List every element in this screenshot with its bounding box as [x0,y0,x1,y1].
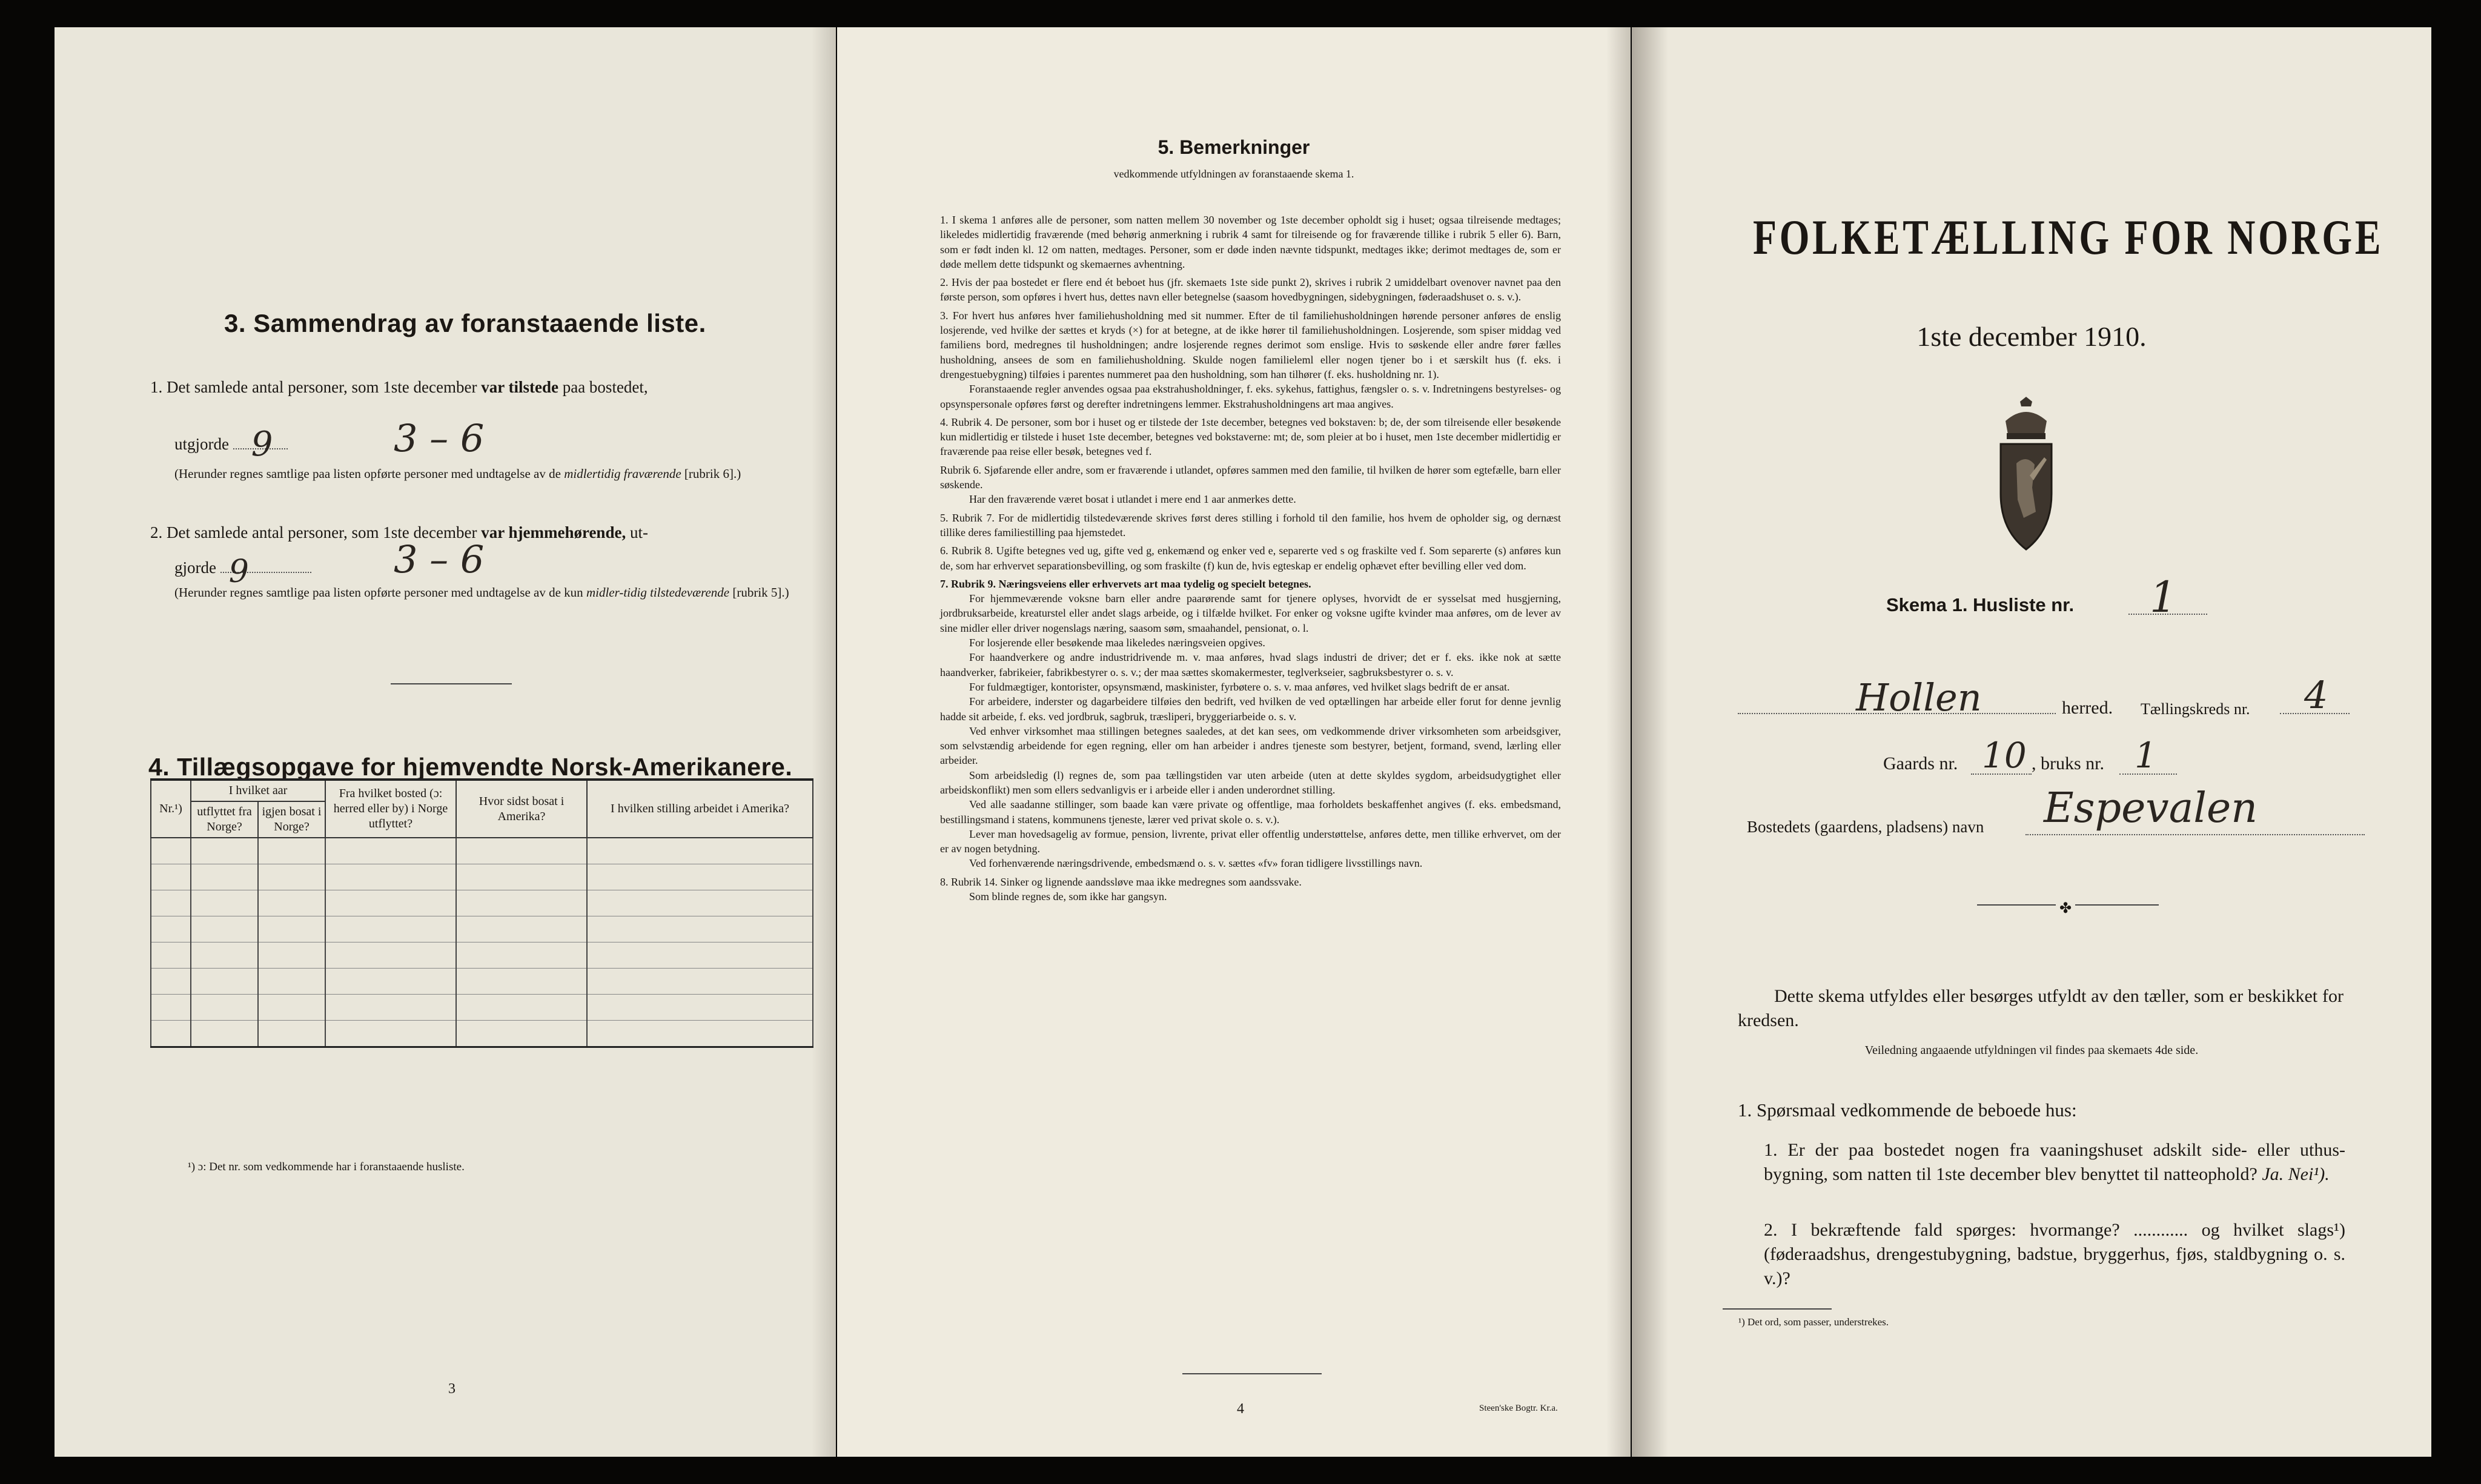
bosted-value: Espevalen [2044,784,2258,832]
item2-note-a: (Herunder regnes samtlige paa listen opførte personer med undtagelse av de kun [174,585,583,600]
item1-split: 3 – 6 [394,416,485,460]
remark-2: 2. Hvis der paa bostedet er flere end ét beboet hus (jfr. skemaets 1ste side punkt 2), skrives i rubrik 2 umiddelbart ovenover navnet paa den første person, som opføres i hvert hus, dettes navn eller betegnelse (saasom hovedbygningen, sidebygningen, føderaadshuset o. s. v.). [940,276,1561,303]
remark-7a: For hjemmeværende voksne barn eller andre paarørende samt for tjenere oplyses, hvorvidt de er sysselsat med husgjerning, jordbruksarbeide, kreaturstel eller andet slags arbeide, og i tilfælde hvilket. For enker og voksne ugifte kvinder maa anføres, om de lever av sine midler eller driver nogenslags næring, saasom søm, smaahandel, pensionat, o. l. [940,592,1561,634]
table-row [151,864,813,890]
husliste-nr-value: 1 [2150,572,2177,622]
item1-utgjorde [174,425,288,464]
col-hvor: Hvor sidst bosat i Amerika? [456,780,587,838]
item1-value-field[interactable] [233,425,288,464]
printer-mark: Steen'ske Bogtr. Kr.a. [1479,1403,1558,1413]
item2-text-a: 2. Det samlede antal personer, som 1ste december [150,523,477,542]
question-1-answer[interactable]: Ja. Nei¹). [2262,1164,2330,1184]
page-number: 4 [1237,1401,1244,1417]
remark-7b: For losjerende eller besøkende maa likeledes næringsveien opgives. [969,637,1265,649]
col-group-aar: I hvilket aar [191,780,325,801]
remark-4b: Rubrik 6. Sjøfarende eller andre, som er fraværende i utlandet, opføres sammen med den familie, til hvilken de hører som egtefælle, barn eller søskende. [940,463,1561,491]
page-number: 3 [448,1381,455,1397]
herred-label: herred. [2062,698,2113,718]
item2-note-b: midler-tidig tilstedeværende [586,585,730,600]
col-utflyttet: utflyttet fra Norge? [191,801,258,838]
item1-text-a: 1. Det samlede antal personer, som 1ste december [150,378,477,396]
kreds-label: Tællingskreds nr. [2141,700,2250,718]
remark-7j: Ved forhenværende næringsdrivende, embedsmænd o. s. v. sættes «fv» foran tidligere livsstillings navn. [969,857,1423,870]
remark-3: 3. For hvert hus anføres hver familiehusholdning med sit nummer. Efter de til familiehusholdningen hørende personer anføres de enslig losjerende, ved hvilke der sættes et kryds (×) for at betegne, at de ikke hører til familiehusholdningen. Losjerende, som spiser middag ved familiens bord, medregnes til husholdningen; andre losjerende regnes derimot som enslige. Hvis to søskende eller andre fører fælles husholdning, ansees de som en familiehusholdning. Skulde nogen familieleml eller nogen tjener bo i et særskilt hus (f. eks. i drengestuebygning) tilføies i parentes nummeret paa den husholdning, som han tilhører (f. eks. husholdning nr. 1). [940,309,1561,380]
item2-note-c: [rubrik 5].) [732,585,789,600]
remark-4: 4. Rubrik 4. De personer, som bor i huset og er tilstede der 1ste december, betegnes ved bokstaven: b; de, der som tilreisende eller besøkende kun midlertidig er tilstede i huset 1ste december, betegnes ved bokstaverne: mt; de, som pleier at bo i huset, men 1ste december midlertidig er fraværende paa reise eller besøk, betegnes ved f. [940,416,1561,458]
table-row [151,838,813,864]
cover-date: 1ste december 1910. [1916,321,2147,352]
table-row [151,942,813,969]
footnote: ¹) Det ord, som passer, understrekes. [1738,1316,1889,1328]
section3-title: 3. Sammendrag av foranstaaende liste. [224,309,706,337]
item2-note [174,583,823,601]
item1-note-c: [rubrik 6].) [684,466,741,481]
divider [391,683,512,684]
item1-note [174,465,823,483]
kreds-value: 4 [2304,673,2328,717]
remark-3b: Foranstaaende regler anvendes ogsaa paa ekstrahusholdninger, f. eks. sykehus, fattighus, fængsler o. s. v. Indretningens bestyrelses- og opsynspersonale opføres først og derefter indretningens lemmer. Ekstrahusholdningens art maa angives. [940,383,1561,410]
bruks-label: , bruks nr. [2032,754,2104,773]
remarks-subtitle: vedkommende utfyldningen av foranstaaende skema 1. [1113,168,1354,180]
col-igjen: igjen bosat i Norge? [258,801,325,838]
remark-4c: Har den fraværende været bosat i utlandet i mere end 1 aar anmerkes dette. [969,493,1296,506]
remark-7: 7. Rubrik 9. Næringsveiens eller erhvervets art maa tydelig og specielt betegnes. [940,577,1311,590]
ornament-icon: ✤ [2056,899,2075,917]
summary-item-2 [150,520,823,545]
page-fold-shadow [1632,27,1668,1457]
remarks-list [940,213,1561,904]
item2-text-c: ut- [629,523,648,542]
page-right [1632,27,2431,1457]
remark-7h: Ved alle saadanne stillinger, som baade kan være private og offentlige, maa forholdets beskaffenhet angives (f. eks. embedsmand, bestillingsmand i statens, kommunens tjeneste, lærer ved privat skole o. s. v.). [940,798,1561,826]
remark-7g: Som arbeidsledig (l) regnes de, som paa tællingstiden var uten arbeide (uten at dette skyldes sygdom, arbeidsudygtighet eller arbeidskonflikt) men som ellers sedvanligvis er i arbeide eller i anden underordnet stilling. [940,769,1561,796]
table-footnote: ¹) ɔ: Det nr. som vedkommende har i foranstaaende husliste. [188,1161,465,1173]
page-left [55,27,836,1457]
item2-value-field[interactable] [220,554,311,590]
divider [1182,1373,1322,1374]
coat-of-arms-icon [1992,397,2060,554]
question-2: 2. I bekræftende fald spørges: hvormange? ............ og hvilket slags¹) (føderaadshus, drengestubygning, badstue, bryggerhus, fjøs, staldbygning o. s. v.)? [1764,1220,2345,1288]
item1-note-a: (Herunder regnes samtlige paa listen opførte personer med undtagelse av de [174,466,561,481]
remark-5: 5. Rubrik 7. For de midlertidig tilstedeværende skrives først deres stilling i forhold til den familie, hos hvem de opholder sig, og dernæst tillike deres familiestilling paa hjemstedet. [940,511,1561,538]
bruks-value: 1 [2135,735,2157,776]
remark-7e: For arbeidere, inderster og dagarbeidere tilføies den bedrift, ved hvilken de ved optællingen har arbeide eller forut for denne jevnlig hadde sit arbeide, f. eks. ved jordbruk, sagbruk, træsliperi, bryggeriarbeide o. s. v. [940,695,1561,723]
herred-value: Hollen [1856,675,1982,720]
item2-value: 9 [228,554,249,590]
question-1-text: 1. Er der paa bostedet nogen fra vaaningshuset adskilt side- eller uthus-bygning, som natten til 1ste december blev benyttet til natteophold? [1764,1140,2345,1184]
remark-7c: For haandverkere og andre industridrivende m. v. maa anføres, hvad slags industri de driver; det er f. eks. ikke nok at sætte haandverker, fabrikeier, fabrikbestyrer o. s. v.; der maa sættes skomakermester, teglverkseier, sagbruksbestyrer o. s. v. [940,651,1561,678]
table-row [151,995,813,1021]
skema-label: Skema 1. Husliste nr. [1886,594,2075,615]
item2-gjorde-label: gjorde [174,558,216,577]
item1-text-c: paa bostedet, [562,378,648,396]
item1-utgjorde-label: utgjorde [174,435,229,453]
question-1 [1764,1138,2345,1187]
remark-7f: Ved enhver virksomhet maa stillingen betegnes saaledes, at det kan sees, om vedkommende driver virksomheten som arbeidsgiver, som selvstændig arbeidende for egen regning, eller om han arbeider i andres tjeneste som bestyrer, betjent, formand, svend, lærling eller arbeider. [940,724,1561,767]
remark-8: 8. Rubrik 14. Sinker og lignende aandssløve maa ikke medregnes som aandssvake. [940,875,1302,888]
table-row [151,969,813,995]
remarks-title: 5. Bemerkninger [1158,136,1310,158]
norsk-amerikanere-table [150,778,813,1048]
summary-item-1 [150,375,823,399]
table-row [151,916,813,942]
item2-split: 3 – 6 [394,537,485,581]
col-fra: Fra hvilket bosted (ɔ: herred eller by) i Norge utflyttet? [325,780,456,838]
gaards-value: 10 [1982,735,2027,776]
remark-7i: Lever man hovedsagelig av formue, pension, livrente, privat eller offentlig understøttelse, anføres dette, men tillike erhvervet, om der er av nogen betydning. [940,827,1561,855]
remark-1: 1. I skema 1 anføres alle de personer, som natten mellem 30 november og 1ste december opholdt sig i huset; ogsaa tilreisende medtages; likeledes midlertidig fraværende (med behørig anmerkning i rubrik 4 samt for tilreisende og for fraværende tillike i rubrik 5 eller 6). Barn, som er født inden kl. 12 om natten, medtages. Personer, som er døde inden nævnte tidspunkt, medtages ikke; derimot medtages de, som er døde mellem dette tidspunkt og skemaernes avhentning. [940,214,1561,270]
page-fold-shadow [1606,27,1631,1457]
item1-value: 9 [251,425,273,464]
item1-note-b: midlertidig fraværende [564,466,681,481]
remark-6: 6. Rubrik 8. Ugifte betegnes ved ug, gifte ved g, enkemænd og enker ved e, separerte ved s og fraskilte ved f. Som separerte (s) anføres kun de, som har erhvervet separationsbevilling, og som fraskilte (f) kun de, hvis egteskap er endelig ophævet efter bevilling eller ved dom. [940,545,1561,572]
item2-gjorde [174,554,311,590]
col-nr: Nr.¹) [151,780,191,838]
page-middle [837,27,1631,1457]
bosted-label: Bostedets (gaardens, pladsens) navn [1747,818,1984,836]
item2-text-b: var hjemmehørende, [481,523,626,542]
remark-7d: For fuldmægtiger, kontorister, opsynsmænd, maskinister, fyrbøtere o. s. v. maa anføres, ved hvilket slags bedrift de er ansat. [969,680,1510,693]
item1-text-b: var tilstede [481,378,558,396]
divider [1723,1308,1832,1310]
cover-title: FOLKETÆLLING FOR NORGE [1753,210,2384,265]
question-heading: 1. Spørsmaal vedkommende de beboede hus: [1738,1099,2077,1121]
table-row [151,1021,813,1047]
table-row [151,890,813,916]
col-stilling: I hvilken stilling arbeidet i Amerika? [587,780,813,838]
gaards-label: Gaards nr. [1883,754,1958,773]
section4-title: 4. Tillægsopgave for hjemvendte Norsk-Amerikanere. [148,753,793,781]
page-fold-shadow [812,27,836,1457]
remark-8b: Som blinde regnes de, som ikke har gangsyn. [969,890,1167,903]
bosted-field[interactable] [2026,834,2365,835]
intro-note: Veiledning angaaende utfyldningen vil findes paa skemaets 4de side. [1864,1044,2199,1057]
intro-text: Dette skema utfyldes eller besørges utfyldt av den tæller, som er beskikket for kredsen. [1738,986,2344,1030]
